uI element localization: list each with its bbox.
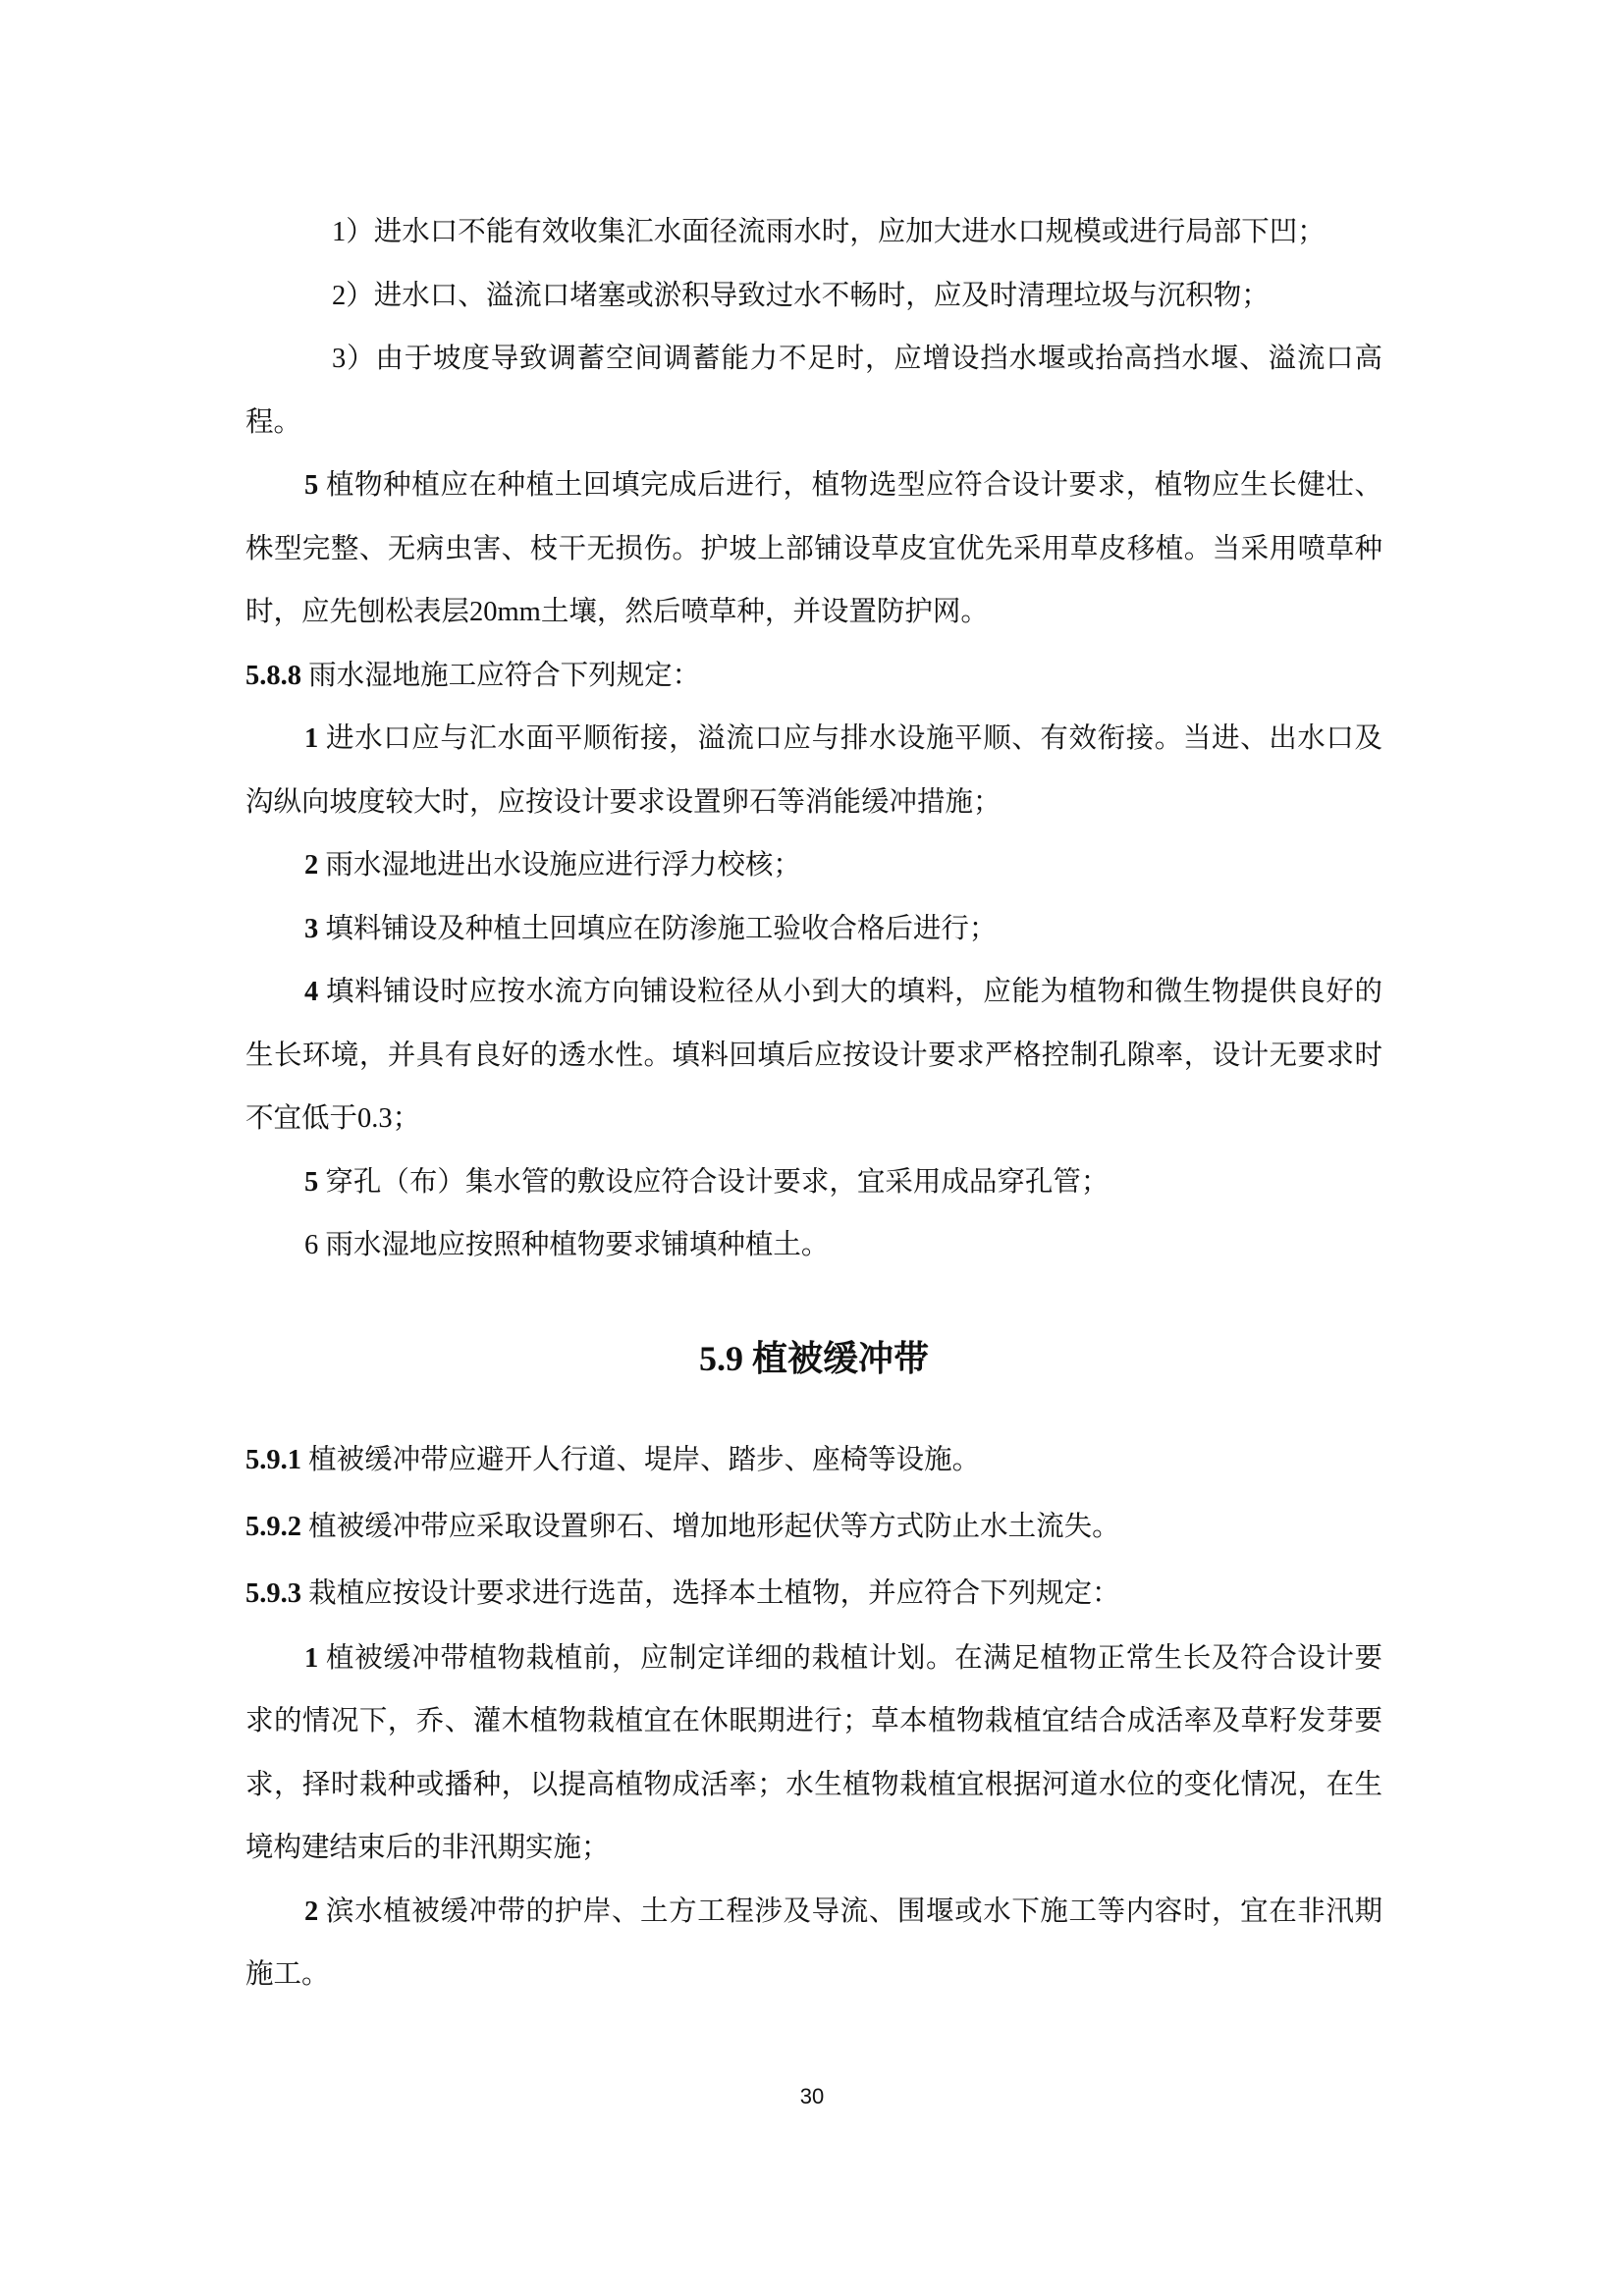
item-number: 3） <box>332 344 376 374</box>
item-text: 穿孔（布）集水管的敷设应符合设计要求，宜采用成品穿孔管； <box>318 1166 1110 1198</box>
list-item <box>245 201 1382 265</box>
item-text: 由于坡度导致调蓄空间调蓄能力不足时，应增设挡水堰或抬高挡水堰、溢流口高程。 <box>245 344 1382 438</box>
section-heading: 5.9 植被缓冲带 <box>698 1338 929 1378</box>
list-item <box>245 454 1382 645</box>
item-text: 进水口不能有效收集汇水面径流雨水时，应加大进水口规模或进行局部下凹； <box>373 217 1326 247</box>
clause-text: 植被缓冲带应采取设置卵石、增加地形起伏等方式防止水土流失。 <box>301 1511 1120 1542</box>
item-text: 进水口、溢流口堵塞或淤积导致过水不畅时，应及时清理垃圾与沉积物； <box>373 280 1270 311</box>
clause-number: 5.9.2 <box>245 1511 301 1542</box>
page-number: 30 <box>799 2084 825 2109</box>
item-text: 填料铺设及种植土回填应在防渗施工验收合格后进行； <box>318 913 998 944</box>
item-number: 2） <box>332 280 374 311</box>
item-number: 1） <box>332 217 374 247</box>
list-item <box>245 1881 1382 2007</box>
item-number: 4 <box>304 977 319 1007</box>
item-number: 2 <box>304 1896 319 1927</box>
item-text: 雨水湿地进出水设施应进行浮力校核； <box>318 850 801 881</box>
list-item <box>245 1151 1382 1215</box>
list-item <box>245 265 1382 329</box>
clause-5-9-2 <box>245 1494 1382 1561</box>
list-item <box>245 834 1382 898</box>
document-page <box>245 201 1382 2007</box>
clause-5-9-3 <box>245 1561 1382 1628</box>
item-number: 3 <box>304 913 319 944</box>
clause-number: 5.8.8 <box>245 660 301 691</box>
list-item <box>245 961 1382 1151</box>
clause-5-9-1 <box>245 1427 1382 1494</box>
item-text: 植被缓冲带植物栽植前，应制定详细的栽植计划。在满足植物正常生长及符合设计要求的情况下，乔、灌木植物栽植宜在休眠期进行；草本植物栽植宜结合成活率及草籽发芽要求，择时栽种或播种，以提高植物成活率；水生植物栽植宜根据河道水位的变化情况，在生境构建结束后的非汛期实施； <box>245 1642 1382 1863</box>
list-item <box>245 708 1382 834</box>
item-text: 植物种植应在种植土回填完成后进行，植物选型应符合设计要求，植物应生长健壮、株型完整、无病虫害、枝干无损伤。护坡上部铺设草皮宜优先采用草皮移植。当采用喷草种时，应先刨松表层20mm土壤，然后喷草种，并设置防护网。 <box>245 470 1382 627</box>
item-text: 进水口应与汇水面平顺衔接，溢流口应与排水设施平顺、有效衔接。当进、出水口及沟纵向坡度较大时，应按设计要求设置卵石等消能缓冲措施； <box>245 723 1382 818</box>
item-number: 2 <box>304 850 319 881</box>
item-text: 6 雨水湿地应按照种植物要求铺填种植土。 <box>304 1230 830 1260</box>
list-item <box>245 328 1382 454</box>
clause-number: 5.9.1 <box>245 1444 301 1475</box>
item-text: 填料铺设时应按水流方向铺设粒径从小到大的填料，应能为植物和微生物提供良好的生长环境，并具有良好的透水性。填料回填后应按设计要求严格控制孔隙率，设计无要求时不宜低于0.3； <box>245 977 1382 1134</box>
clause-text: 雨水湿地施工应符合下列规定： <box>301 660 701 691</box>
list-item <box>245 898 1382 962</box>
clause-text: 栽植应按设计要求进行选苗，选择本土植物，并应符合下列规定： <box>301 1577 1120 1609</box>
list-item <box>245 1628 1382 1881</box>
clause-number: 5.9.3 <box>245 1577 301 1609</box>
item-number: 5 <box>304 1166 319 1198</box>
list-item <box>245 1214 1382 1278</box>
item-text: 滨水植被缓冲带的护岸、土方工程涉及导流、围堰或水下施工等内容时，宜在非汛期施工。 <box>245 1896 1382 1990</box>
item-number: 1 <box>304 723 319 754</box>
clause-text: 植被缓冲带应避开人行道、堤岸、踏步、座椅等设施。 <box>301 1444 981 1475</box>
item-number: 1 <box>304 1642 319 1674</box>
clause-5-8-8 <box>245 645 1382 709</box>
item-number: 5 <box>304 470 319 501</box>
